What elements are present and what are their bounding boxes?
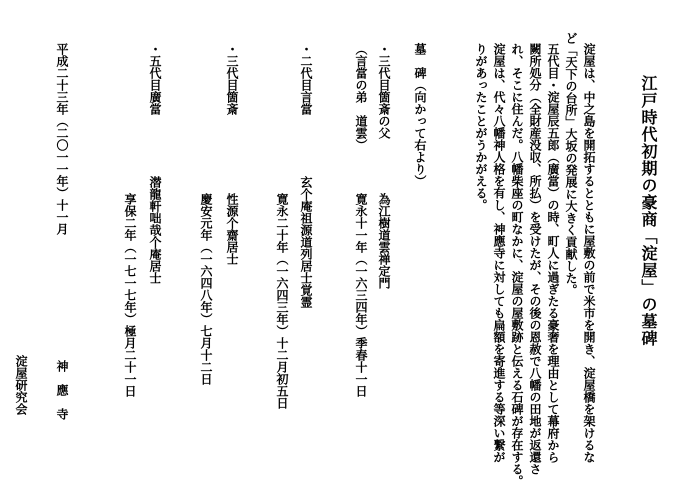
- entry-4-person: ・五代目廣當: [148, 43, 162, 115]
- intro-line-5: れ、そこに住んだ。八幡柴座の町なかに、淀屋の屋敷跡と伝える石碑が存在する。: [510, 43, 524, 487]
- footer-society: 淀屋研究会: [14, 355, 28, 415]
- document-title: 江戸時代初期の豪商「淀屋」の墓碑: [639, 75, 658, 347]
- entry-2-posthumous-name: 玄个庵祖源道列居士覚霊: [299, 176, 313, 308]
- entry-1-person: ・三代目箇斎の父: [377, 43, 391, 139]
- footer-date: 平成二十三年（二〇一一年）十一月: [55, 43, 69, 235]
- entry-1-note: （言當の弟 道雲）: [354, 43, 368, 151]
- entry-3-posthumous-name: 性源个齋居士: [225, 193, 239, 265]
- intro-line-4: 闕所処分（全財産没収、所払）を受けたが、その後の恩赦で八幡の田地が返還さ: [528, 43, 542, 475]
- entry-1-date: 寛永十一年（一六三四年）季春十一日: [354, 193, 368, 397]
- entry-1-posthumous-name: 為江樹道雲禅定門: [377, 193, 391, 289]
- intro-line-2: ど「天下の台所」大坂の発展に大きく貢献した。: [564, 32, 578, 296]
- entry-3-date: 慶安元年（一六四八年）七月十二日: [199, 193, 213, 385]
- epitaph-heading: 墓 碑（向かって右より）: [413, 43, 427, 187]
- entry-4-posthumous-name: 潜龍軒咄哉个庵居士: [148, 176, 162, 284]
- entry-3-person: ・三代目箇斎: [225, 43, 239, 115]
- entry-2-date: 寛永二十年（一六四三年）十二月初五日: [275, 193, 289, 409]
- intro-line-7: りがあったことがうかがえる。: [474, 43, 488, 211]
- footer-temple: 神 應 寺: [55, 360, 69, 420]
- entry-4-date: 享保二年（一七一七年）極月二十一日: [123, 193, 137, 397]
- intro-line-6: 淀屋は、代々八幡神人格を有し、神應寺に対しても扁額を寄進する等深い繋が: [492, 43, 506, 463]
- entry-2-person: ・二代目言當: [299, 43, 313, 115]
- intro-line-1: 淀屋は、中之島を開拓するとともに屋敷の前で米市を開き、淀屋橋を架けるな: [582, 43, 596, 463]
- intro-line-3: 五代目・淀屋辰五郎（廣當）の時、町人に過ぎたる豪奢を理由として幕府から: [546, 43, 560, 463]
